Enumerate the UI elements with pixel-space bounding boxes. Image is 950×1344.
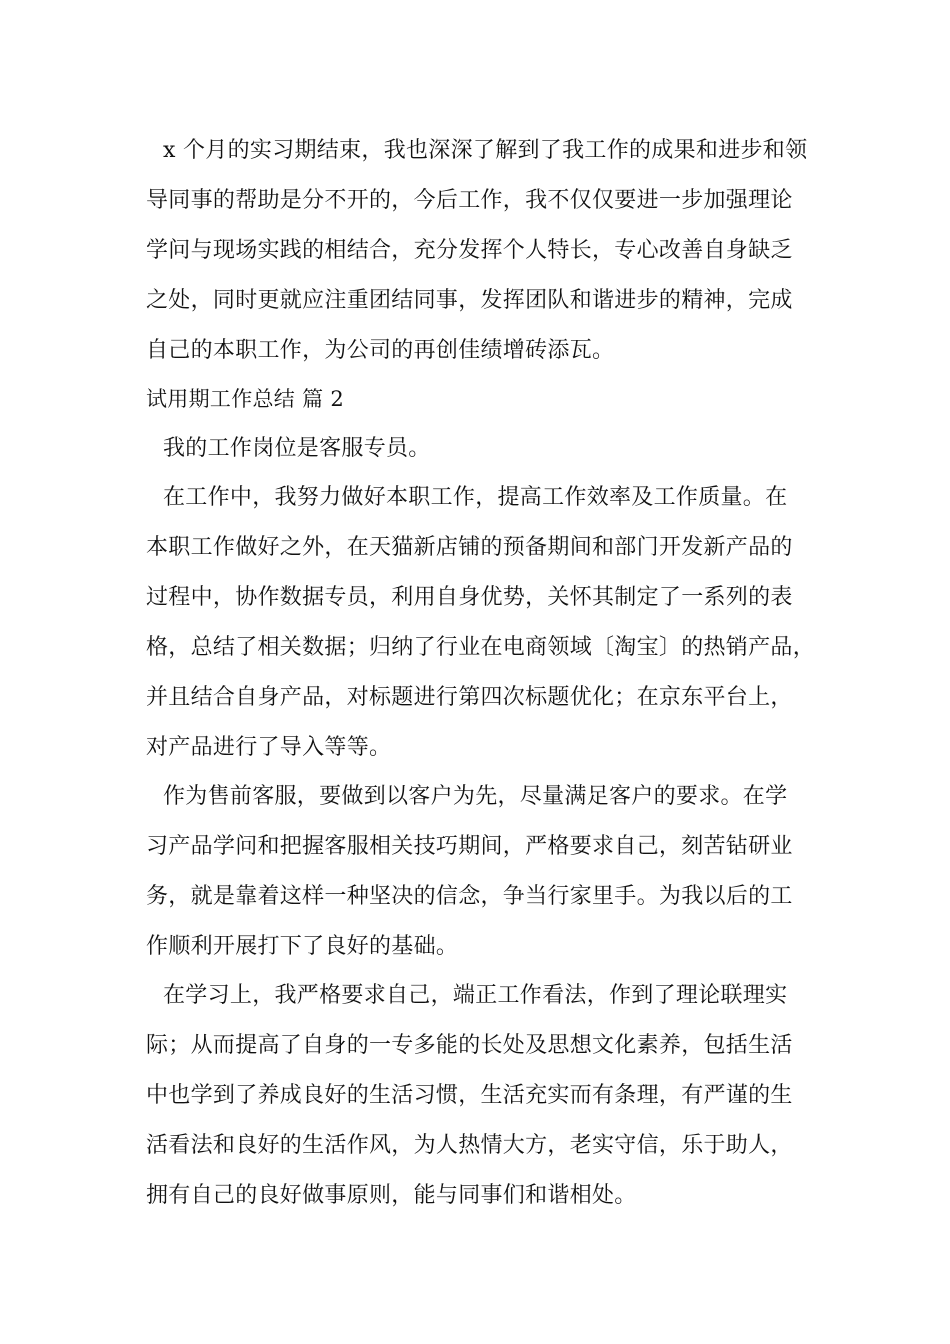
paragraph-line: 对产品进行了导入等等。 (146, 735, 392, 760)
paragraph-line: 自己的本职工作，为公司的再创佳绩增砖添瓦。 (146, 338, 615, 363)
section-heading: 试用期工作总结 篇 2 (146, 387, 345, 411)
paragraph-line: 学问与现场实践的相结合，充分发挥个人特长，专心改善自身缺乏 (146, 238, 793, 263)
paragraph-line: 在学习上，我严格要求自己，端正工作看法，作到了理论联理实 (163, 983, 788, 1008)
paragraph-line: 务，就是靠着这样一种坚决的信念，争当行家里手。为我以后的工 (146, 884, 793, 909)
paragraph-line: 本职工作做好之外，在天猫新店铺的预备期间和部门开发新产品的 (146, 535, 793, 560)
paragraph-line: 过程中，协作数据专员，利用自身优势，关怀其制定了一系列的表 (146, 585, 793, 610)
paragraph-line: 作顺利开展打下了良好的基础。 (146, 934, 459, 959)
paragraph-line: 际；从而提高了自身的一专多能的长处及思想文化素养，包括生活 (146, 1033, 793, 1058)
paragraph-line: 作为售前客服，要做到以客户为先，尽量满足客户的要求。在学 (163, 784, 788, 809)
paragraph-line: 在工作中，我努力做好本职工作，提高工作效率及工作质量。在 (163, 485, 788, 510)
paragraph-line: 我的工作岗位是客服专员。 (163, 436, 431, 461)
paragraph-line: 习产品学问和把握客服相关技巧期间，严格要求自己，刻苦钻研业 (146, 834, 793, 859)
paragraph-line: 格，总结了相关数据；归纳了行业在电商领域〔淘宝〕的热销产品， (146, 635, 816, 660)
paragraph-line: x 个月的实习期结束，我也深深了解到了我工作的成果和进步和领 (163, 138, 808, 163)
paragraph-line: 拥有自己的良好做事原则，能与同事们和谐相处。 (146, 1183, 637, 1208)
paragraph-line: 中也学到了养成良好的生活习惯，生活充实而有条理，有严谨的生 (146, 1083, 793, 1108)
paragraph-line: 并且结合自身产品，对标题进行第四次标题优化；在京东平台上， (146, 685, 793, 710)
paragraph-line: 导同事的帮助是分不开的，今后工作，我不仅仅要进一步加强理论 (146, 188, 793, 213)
paragraph-line: 活看法和良好的生活作风，为人热情大方，老实守信，乐于助人， (146, 1133, 793, 1158)
paragraph-line: 之处，同时更就应注重团结同事，发挥团队和谐进步的精神，完成 (146, 288, 793, 313)
